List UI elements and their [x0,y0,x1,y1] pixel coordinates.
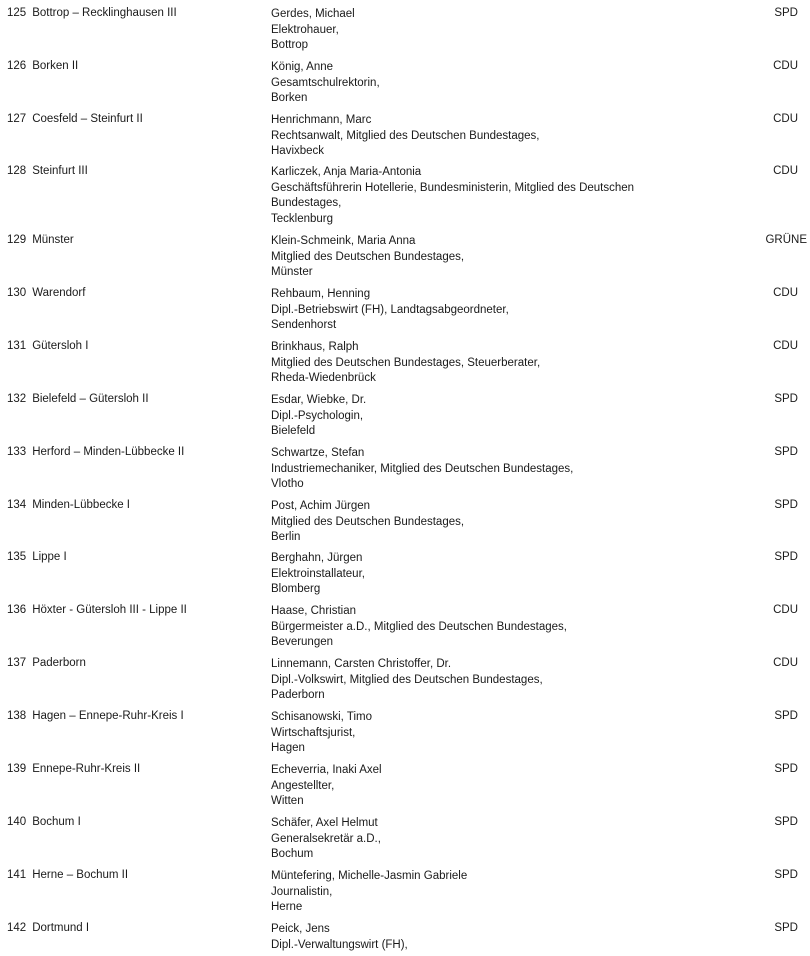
wahlkreis [7,287,85,299]
candidate-profession: Mitglied des Deutschen Bundestages, [271,250,465,263]
candidate [271,60,380,107]
wahlkreis-name: Bielefeld – Gütersloh II [32,393,149,405]
party: SPD [774,499,798,511]
candidate [271,340,540,387]
wahlkreis [7,499,130,511]
wahlkreis-number: 125 [7,7,27,19]
candidate-town: Bochum [271,848,314,860]
wahlkreis-number: 132 [7,393,27,405]
party: SPD [774,922,798,934]
candidate-name: Berghahn, Jürgen [271,552,363,564]
candidate-town: Paderborn [271,689,325,701]
wahlkreis-name: Hagen – Ennepe-Ruhr-Kreis I [32,710,184,722]
candidate-profession: Elektrohauer, [271,23,339,36]
wahlkreis-name: Dortmund I [32,922,90,934]
wahlkreis [7,7,177,19]
candidate-profession: Journalistin, [271,885,333,898]
candidate [271,7,355,54]
wahlkreis-number: 136 [7,604,27,616]
party: SPD [774,393,798,405]
candidate [271,816,381,863]
candidate-profession: Rechtsanwalt, Mitglied des Deutschen Bundestages, [271,129,540,142]
wahlkreis [7,710,184,722]
candidate-town: Vlotho [271,478,304,490]
party: CDU [773,340,798,352]
candidate [271,763,382,810]
candidate-profession: Geschäftsführerin Hotellerie, Bundesministerin, Mitglied des Deutschen [271,181,635,194]
party: CDU [773,113,798,125]
wahlkreis-name: Warendorf [32,287,86,299]
candidate-name: Müntefering, Michelle-Jasmin Gabriele [271,870,468,882]
candidate [271,165,634,227]
candidate-name: Schwartze, Stefan [271,447,365,459]
wahlkreis [7,604,187,616]
candidate [271,287,509,334]
candidate-town: Witten [271,795,304,807]
wahlkreis-name: Lippe I [32,551,67,563]
candidate-town: Havixbeck [271,145,325,157]
candidate-town: Tecklenburg [271,212,334,225]
candidate-name: Schisanowski, Timo [271,711,372,723]
wahlkreis-number: 127 [7,113,27,125]
wahlkreis [7,60,78,72]
wahlkreis [7,165,88,177]
candidate-name: Karliczek, Anja Maria-Antonia [271,166,422,178]
candidate-profession: Mitglied des Deutschen Bundestages, Steuerberater, [271,356,541,369]
wahlkreis [7,922,89,934]
wahlkreis [7,234,74,246]
candidate-name: Haase, Christian [271,605,357,617]
candidate [271,113,540,160]
candidate-name: Brinkhaus, Ralph [271,341,359,353]
wahlkreis [7,340,88,352]
wahlkreis-number: 140 [7,816,27,828]
wahlkreis-name: Höxter - Gütersloh III - Lippe II [32,604,187,616]
wahlkreis-number: 134 [7,499,27,511]
candidate-profession-continued: Bundestages, [271,197,342,209]
wahlkreis-name: Münster [32,234,74,246]
candidate-name: Peick, Jens [271,923,330,935]
wahlkreis [7,657,86,669]
wahlkreis-number: 129 [7,234,27,246]
candidate-profession: Dipl.-Psychologin, [271,409,364,422]
candidate-name: Echeverria, Inaki Axel [271,764,382,776]
wahlkreis-number: 130 [7,287,27,299]
candidate-profession: Gesamtschulrektorin, [271,76,380,89]
candidate [271,657,543,704]
wahlkreis-name: Paderborn [32,657,86,669]
party: CDU [773,60,798,72]
candidate-town: Borken [271,92,308,104]
party: CDU [773,657,798,669]
candidate [271,499,464,546]
candidate [271,446,573,493]
party: SPD [774,710,798,722]
wahlkreis-name: Minden-Lübbecke I [32,499,130,511]
wahlkreis-name: Steinfurt III [32,165,88,177]
candidate-town: Beverungen [271,636,334,648]
candidate-town: Herne [271,901,303,913]
party: SPD [774,551,798,563]
wahlkreis-number: 128 [7,165,27,177]
candidate [271,922,408,953]
wahlkreis [7,446,184,458]
wahlkreis-name: Bochum I [32,816,81,828]
candidate-name: Schäfer, Axel Helmut [271,817,378,829]
wahlkreis-number: 135 [7,551,27,563]
party: CDU [773,165,798,177]
candidate-name: Gerdes, Michael [271,8,355,20]
wahlkreis-number: 126 [7,60,27,72]
candidate-profession: Bürgermeister a.D., Mitglied des Deutschen Bundestages, [271,620,567,633]
candidate-profession: Dipl.-Verwaltungswirt (FH), [271,938,408,951]
candidate-profession: Generalsekretär a.D., [271,832,381,845]
party: SPD [774,7,798,19]
wahlkreis-number: 142 [7,922,27,934]
wahlkreis-name: Herford – Minden-Lübbecke II [32,446,185,458]
candidate-town: Sendenhorst [271,319,337,331]
wahlkreis [7,816,81,828]
candidate-name: Rehbaum, Henning [271,288,371,300]
party: SPD [774,816,798,828]
candidate [271,710,372,757]
candidate [271,551,365,598]
candidate-name: Henrichmann, Marc [271,114,372,126]
candidate-name: König, Anne [271,61,334,73]
wahlkreis-name: Coesfeld – Steinfurt II [32,113,143,125]
wahlkreis-name: Borken II [32,60,79,72]
wahlkreis [7,393,149,405]
wahlkreis-number: 131 [7,340,27,352]
wahlkreis-name: Bottrop – Recklinghausen III [32,7,177,19]
candidate-town: Münster [271,266,313,278]
candidate-profession: Angestellter, [271,779,335,792]
party: SPD [774,869,798,881]
party: SPD [774,763,798,775]
candidate-profession: Elektroinstallateur, [271,567,365,580]
party: SPD [774,446,798,458]
wahlkreis [7,113,143,125]
candidate-name: Post, Achim Jürgen [271,500,371,512]
wahlkreis-number: 133 [7,446,27,458]
wahlkreis [7,763,140,775]
wahlkreis-number: 141 [7,869,27,881]
candidate-name: Klein-Schmeink, Maria Anna [271,235,416,247]
party: CDU [773,604,798,616]
wahlkreis-number: 139 [7,763,27,775]
wahlkreis-name: Ennepe-Ruhr-Kreis II [32,763,141,775]
candidate [271,393,366,440]
candidate [271,604,567,651]
candidate-profession: Wirtschaftsjurist, [271,726,356,739]
candidate-profession: Mitglied des Deutschen Bundestages, [271,515,465,528]
candidate-town: Hagen [271,742,305,754]
party: GRÜNE [765,234,807,246]
wahlkreis-number: 137 [7,657,27,669]
wahlkreis-name: Gütersloh I [32,340,89,352]
candidate-town: Rheda-Wiedenbrück [271,372,376,384]
candidate-profession: Industriemechaniker, Mitglied des Deutschen Bundestages, [271,462,574,475]
candidate-town: Blomberg [271,583,321,595]
candidate-town: Bottrop [271,39,309,51]
candidate-profession: Dipl.-Betriebswirt (FH), Landtagsabgeordneter, [271,303,509,316]
candidate-name: Esdar, Wiebke, Dr. [271,394,367,406]
wahlkreis [7,869,128,881]
candidate [271,869,467,916]
wahlkreis-name: Herne – Bochum II [32,869,129,881]
wahlkreis [7,551,67,563]
candidate-name: Linnemann, Carsten Christoffer, Dr. [271,658,452,670]
candidate-profession: Dipl.-Volkswirt, Mitglied des Deutschen Bundestages, [271,673,543,686]
candidate-town: Berlin [271,531,301,543]
party: CDU [773,287,798,299]
candidate [271,234,464,281]
wahlkreis-number: 138 [7,710,27,722]
candidate-town: Bielefeld [271,425,316,437]
